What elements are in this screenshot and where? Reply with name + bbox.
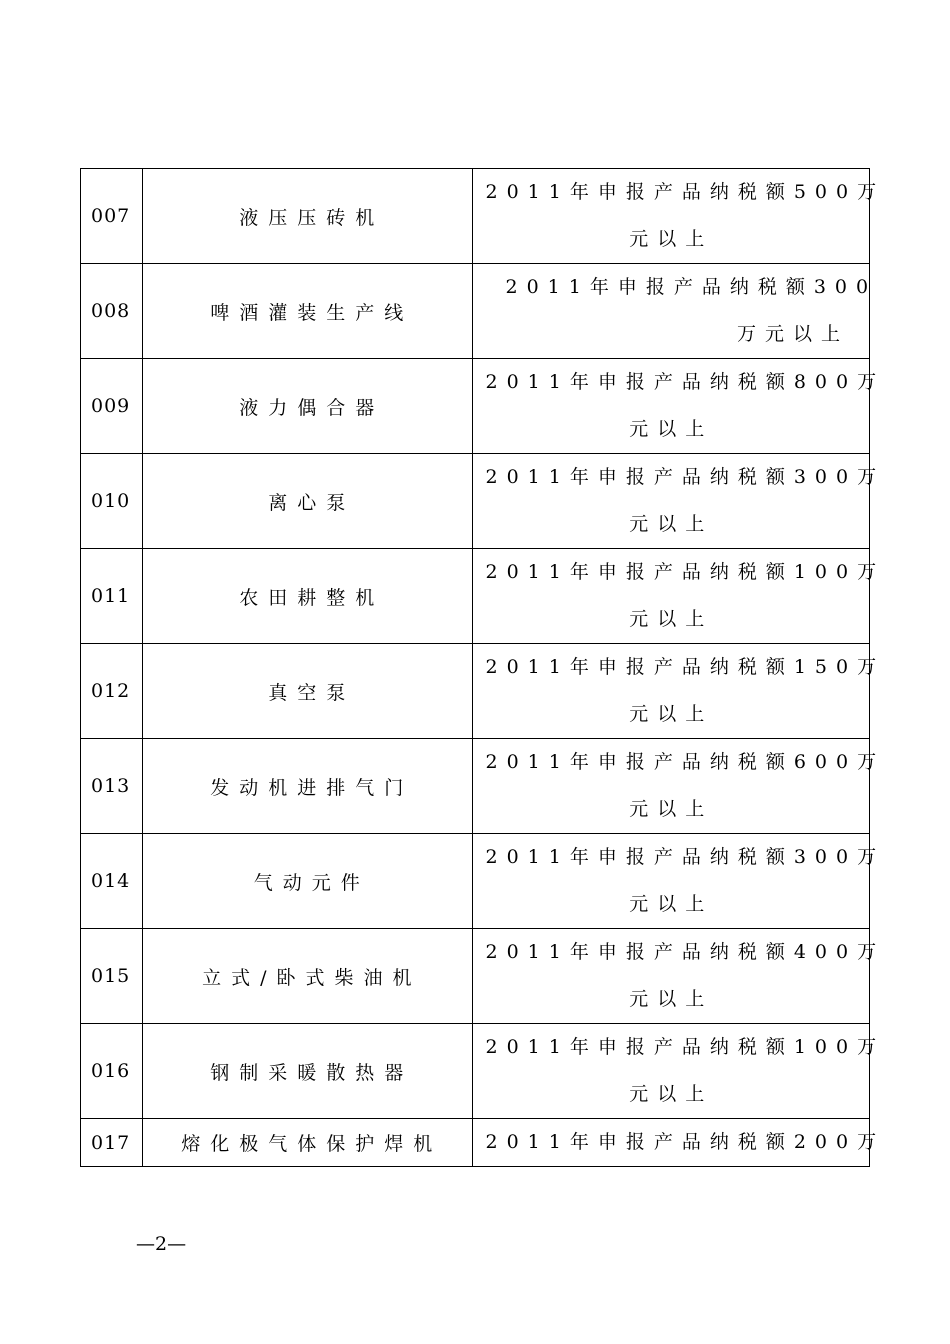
tax-requirement	[473, 834, 886, 929]
product-code: 014	[81, 834, 143, 929]
tax-requirement-line1: 2011年申报产品纳税额300万	[485, 466, 886, 488]
table-row	[81, 929, 870, 1024]
tax-requirement-line2: 元以上	[629, 1083, 714, 1105]
table-row	[81, 644, 870, 739]
page-number: —2—	[136, 1233, 187, 1255]
tax-requirement-line2: 万元以上	[736, 323, 849, 345]
product-name: 熔化极气体保护焊机	[143, 1119, 473, 1167]
tax-requirement	[473, 264, 878, 359]
table-row	[81, 739, 870, 834]
tax-requirement-line2: 元以上	[629, 418, 714, 440]
tax-requirement-line2: 元以上	[629, 228, 714, 250]
product-name: 钢制采暖散热器	[143, 1024, 473, 1119]
tax-requirement-line1: 2011年申报产品纳税额100万	[485, 1036, 886, 1058]
tax-requirement	[473, 1024, 886, 1119]
tax-requirement-line2: 元以上	[629, 608, 714, 630]
tax-requirement-line1: 2011年申报产品纳税额400万	[485, 941, 886, 963]
product-table	[80, 168, 886, 1167]
table-row	[81, 264, 870, 359]
product-name: 农田耕整机	[143, 549, 473, 644]
tax-requirement-line2: 元以上	[629, 988, 714, 1010]
table-row	[81, 169, 870, 264]
product-code: 008	[81, 264, 143, 359]
tax-requirement-line1: 2011年申报产品纳税额300	[505, 276, 878, 298]
tax-requirement-line2: 元以上	[629, 798, 714, 820]
product-name: 气动元件	[143, 834, 473, 929]
product-code: 017	[81, 1119, 143, 1167]
product-name: 真空泵	[143, 644, 473, 739]
tax-requirement-line1: 2011年申报产品纳税额100万	[485, 561, 886, 583]
table-row	[81, 1024, 870, 1119]
tax-requirement	[473, 549, 886, 644]
tax-requirement-line2: 元以上	[629, 703, 714, 725]
table-row	[81, 359, 870, 454]
product-name: 啤酒灌装生产线	[143, 264, 473, 359]
product-name: 液力偶合器	[143, 359, 473, 454]
tax-requirement-line1: 2011年申报产品纳税额200万	[485, 1131, 886, 1153]
tax-requirement	[473, 739, 886, 834]
product-code: 013	[81, 739, 143, 834]
table-row	[81, 454, 870, 549]
product-code: 012	[81, 644, 143, 739]
tax-requirement	[473, 169, 886, 264]
product-name: 液压压砖机	[143, 169, 473, 264]
product-code: 016	[81, 1024, 143, 1119]
product-code: 015	[81, 929, 143, 1024]
product-code: 010	[81, 454, 143, 549]
tax-requirement-line2: 元以上	[629, 513, 714, 535]
product-name: 立式/卧式柴油机	[143, 929, 473, 1024]
product-name: 发动机进排气门	[143, 739, 473, 834]
tax-requirement-line1: 2011年申报产品纳税额500万	[485, 181, 886, 203]
tax-requirement-line1: 2011年申报产品纳税额600万	[485, 751, 886, 773]
product-code: 009	[81, 359, 143, 454]
tax-requirement-line2: 元以上	[629, 893, 714, 915]
tax-requirement	[473, 1119, 886, 1167]
table-row	[81, 834, 870, 929]
product-name: 离心泵	[143, 454, 473, 549]
product-code: 007	[81, 169, 143, 264]
tax-requirement	[473, 454, 886, 549]
product-code: 011	[81, 549, 143, 644]
table-row	[81, 549, 870, 644]
table-row	[81, 1119, 870, 1167]
tax-requirement-line1: 2011年申报产品纳税额150万	[485, 656, 886, 678]
tax-requirement-line1: 2011年申报产品纳税额800万	[485, 371, 886, 393]
tax-requirement-line1: 2011年申报产品纳税额300万	[485, 846, 886, 868]
tax-requirement	[473, 359, 886, 454]
tax-requirement	[473, 644, 886, 739]
tax-requirement	[473, 929, 886, 1024]
